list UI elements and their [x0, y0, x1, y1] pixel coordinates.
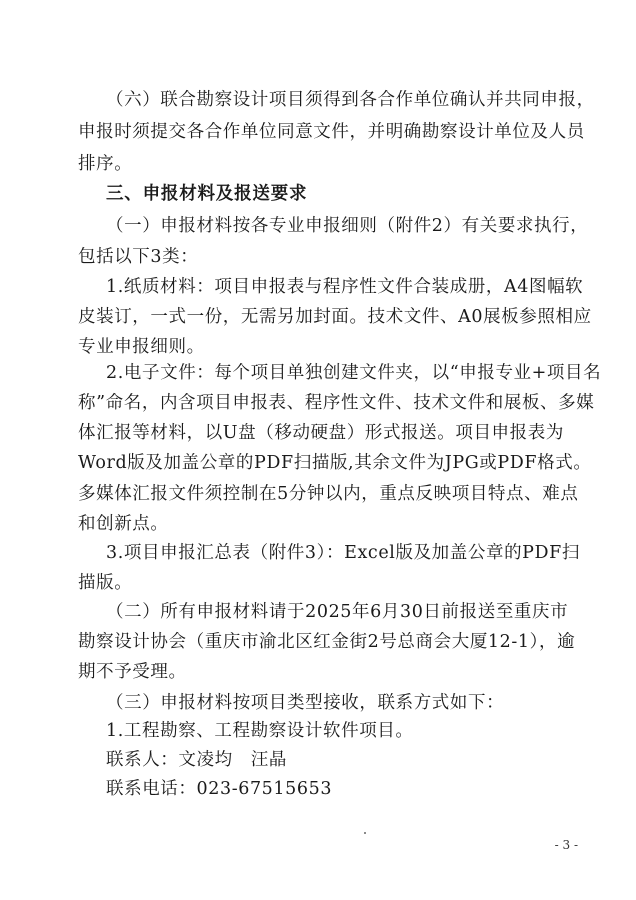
item-1-line-1: 1.纸质材料：项目申报表与程序性文件合装成册，A4图幅软	[106, 277, 584, 297]
contact-person: 联系人：文凌均 汪晶	[106, 750, 287, 770]
item-2-line-4: Word版及加盖公章的PDF扫描版,其余文件为JPG或PDF格式。	[78, 453, 592, 473]
item-3-line-1: 3.项目申报汇总表（附件3）：Excel版及加盖公章的PDF扫	[106, 543, 581, 563]
paragraph-2-line-3: 期不予受理。	[78, 662, 187, 682]
contact-phone: 联系电话：023-67515653	[106, 779, 333, 799]
paragraph-6-line-1: （六）联合勘察设计项目须得到各合作单位确认并共同申报，	[106, 90, 595, 110]
item-1-line-2: 皮装订，一式一份，无需另加封面。技术文件、A0展板参照相应	[78, 307, 592, 327]
item-3-line-2: 描版。	[78, 573, 133, 593]
paragraph-6-line-3: 排序。	[78, 154, 133, 174]
scan-speck	[364, 832, 366, 834]
item-2-line-3: 体汇报等材料，以U盘（移动硬盘）形式报送。项目申报表为	[78, 423, 564, 443]
paragraph-2-line-2: 勘察设计协会（重庆市渝北区红金街2号总商会大厦12-1），逾	[78, 632, 576, 652]
item-2-line-5: 多媒体汇报文件须控制在5分钟以内，重点反映项目特点、难点	[78, 484, 579, 504]
paragraph-6-line-2: 申报时须提交各合作单位同意文件，并明确勘察设计单位及人员	[78, 122, 585, 142]
paragraph-3-line-1: （三）申报材料按项目类型接收，联系方式如下：	[106, 693, 505, 713]
item-1-line-3: 专业申报细则。	[78, 337, 205, 357]
page-number: - 3 -	[554, 838, 578, 852]
item-2-line-6: 和创新点。	[78, 514, 169, 534]
item-2-line-1: 2.电子文件：每个项目单独创建文件夹，以“申报专业+项目名	[106, 363, 602, 383]
paragraph-1-line-1: （一）申报材料按各专业申报细则（附件2）有关要求执行，	[106, 216, 589, 236]
paragraph-1-line-2: 包括以下3类：	[78, 247, 199, 267]
paragraph-2-line-1: （二）所有申报材料请于2025年6月30日前报送至重庆市	[106, 602, 569, 622]
section-heading-3: 三、申报材料及报送要求	[106, 184, 308, 204]
contact-project-type: 1.工程勘察、工程勘察设计软件项目。	[106, 721, 414, 741]
item-2-line-2: 称”命名，内含项目申报表、程序性文件、技术文件和展板、多媒	[78, 393, 595, 413]
